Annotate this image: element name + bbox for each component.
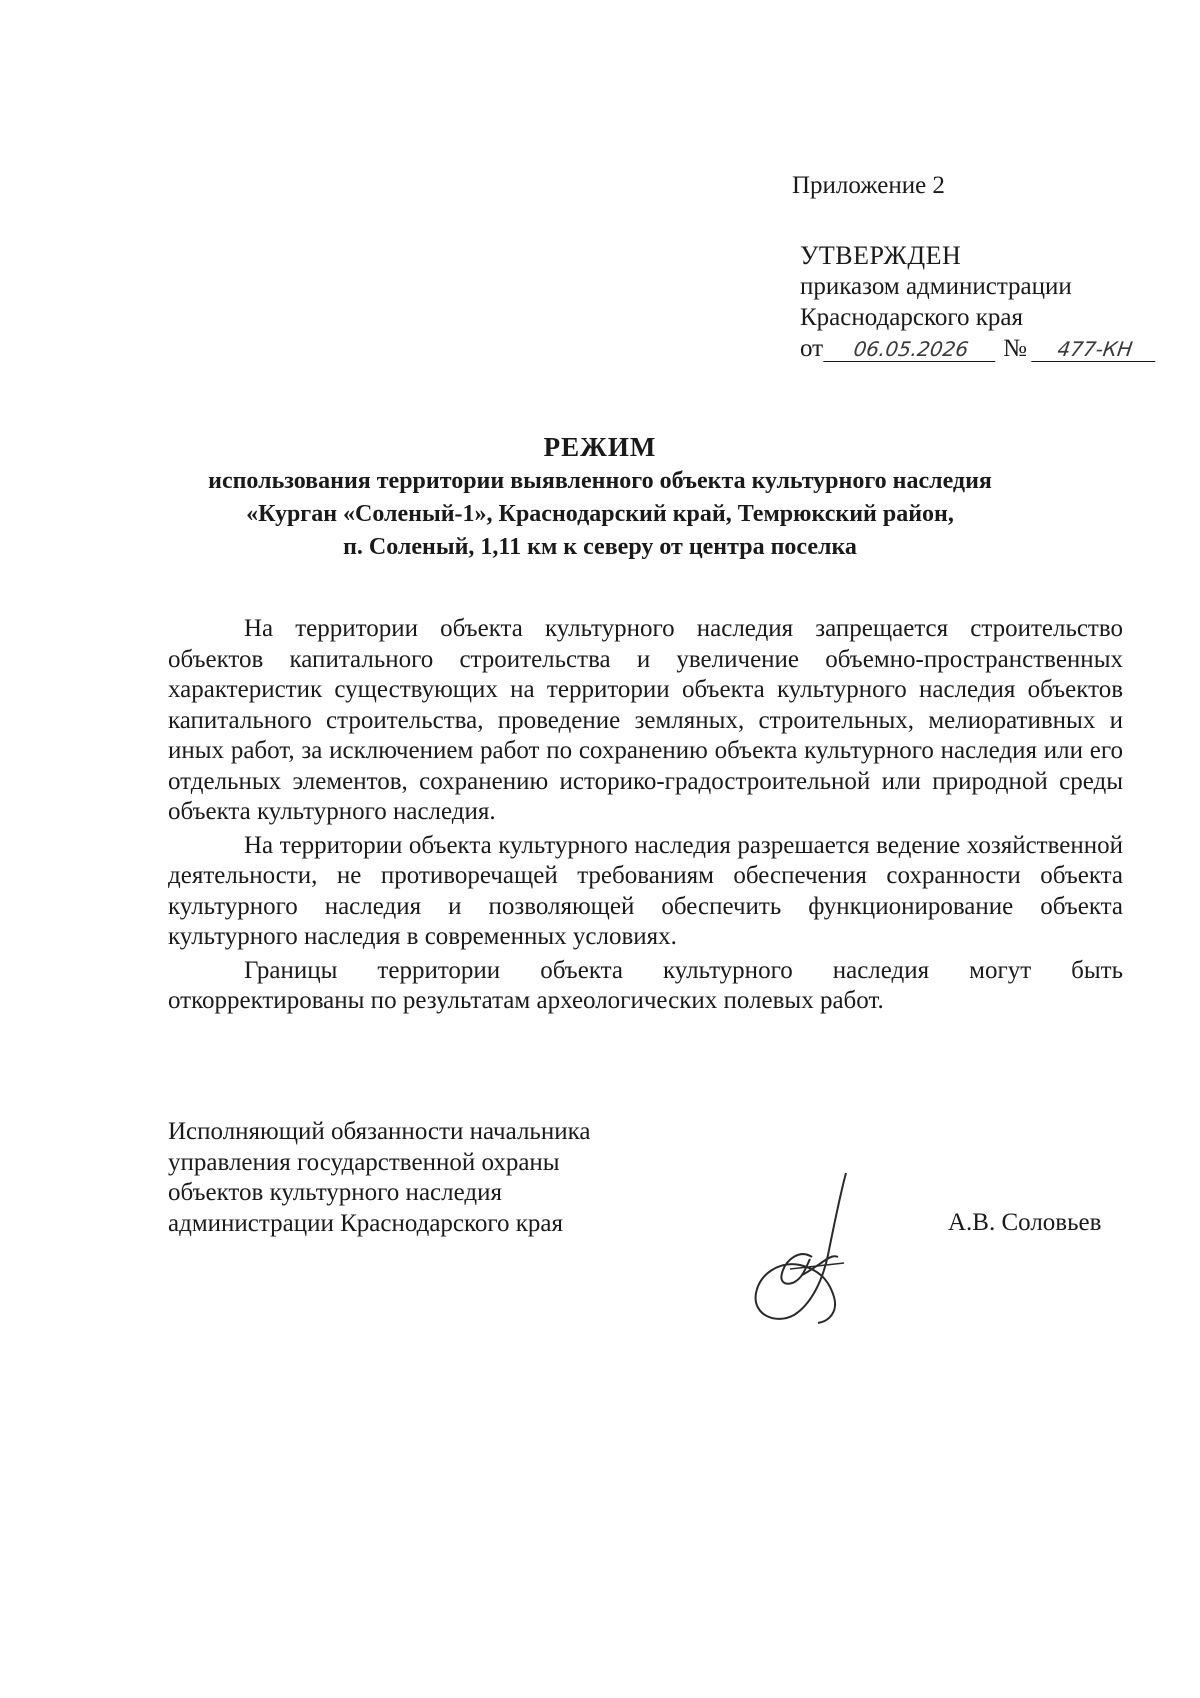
signer-position-line-3: объектов культурного наследия [168, 1179, 502, 1206]
handwritten-date: 06.05.2026 [823, 337, 999, 362]
approval-line-1: приказом администрации [800, 273, 1072, 300]
body-paragraph-1: На территории объекта культурного наследия запрещается строительство объектов капитального строительства и увеличение объемно-пространственных характеристик существующих на территории объекта культурного наследия объектов капитального строительства, проведение земляных, строительных, мелиоративных и иных работ, за исключением работ по сохранению объекта культурного наследия или его отдельных элементов, сохранению историко-градостроительной или природной среды объекта культурного наследия. [168, 615, 1123, 825]
number-sign: № [1003, 335, 1027, 362]
document-body [168, 614, 1123, 1017]
approval-line-2: Краснодарского края [800, 304, 1023, 331]
approval-stamp [800, 240, 1157, 364]
date-prefix: от [800, 335, 824, 362]
appendix-label: Приложение 2 [792, 172, 945, 199]
title-sub-line-2: «Курган «Соленый-1», Краснодарский край, Темрюкский район, [246, 501, 954, 527]
handwritten-order-number: 477-КН [1031, 337, 1159, 362]
title-main: РЕЖИМ [543, 432, 657, 462]
signer-position-line-4: администрации Краснодарского края [168, 1209, 564, 1237]
body-paragraph-2: На территории объекта культурного наследия разрешается ведение хозяйственной деятельности, не противоречащей требованиям обеспечения сохранности объекта культурного наследия и позволяющей обеспечить функционирование объекта культурного наследия в современных условиях. [168, 831, 1123, 950]
handwritten-signature-icon [740, 1165, 870, 1330]
body-paragraph-3: Границы территории объекта культурного наследия могут быть откорректированы по результатам археологических полевых работ. [168, 956, 1123, 1014]
signer-position-line-1: Исполняющий обязанности начальника [168, 1118, 591, 1145]
signer-position-line-2: управления государственной охраны [168, 1148, 560, 1176]
title-sub-line-1: использования территории выявленного объекта культурного наследия [208, 468, 992, 494]
title-subtitle [120, 465, 1080, 564]
approval-date-line [800, 333, 1157, 364]
document-title [120, 429, 1080, 564]
approval-heading: УТВЕРЖДЕН [800, 241, 962, 270]
signer-name: А.В. Соловьев [948, 1209, 1102, 1236]
signer-position [168, 1117, 590, 1239]
title-sub-line-3: п. Соленый, 1,11 км к северу от центра поселка [343, 534, 857, 560]
